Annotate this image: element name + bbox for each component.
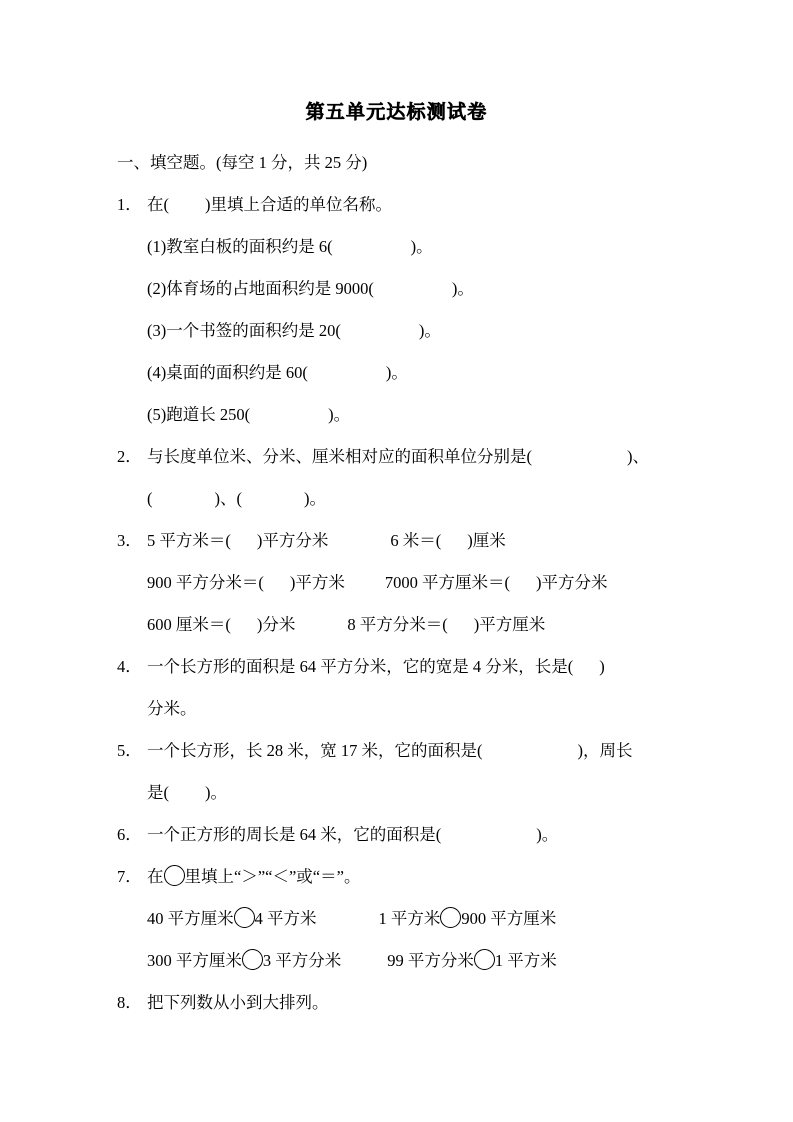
item-text-b: )。 (385, 363, 408, 382)
question-7-row-2 (117, 940, 697, 982)
item-text-a: 桌面的面积约是 60( (166, 363, 308, 382)
item-label: (2) (147, 279, 167, 298)
question-8 (117, 982, 697, 1024)
question-5-text-d: )。 (205, 783, 227, 802)
question-1-item-3 (117, 310, 697, 352)
compare-left-a: 300 平方厘米 (147, 951, 242, 970)
comparison-circle-icon[interactable] (234, 907, 255, 928)
question-5-text-a: 一个长方形，长 28 米，宽 17 米，它的面积是( (147, 741, 483, 760)
conversion-left-b: )平方分米 (256, 531, 329, 550)
question-7-row-1 (117, 898, 697, 940)
section-heading-text: 一、填空题。(每空 1 分，共 25 分) (117, 153, 368, 172)
question-4-text-a: 一个长方形的面积是 64 平方分米，它的宽是 4 分米，长是( (147, 657, 574, 676)
question-7-number: 7． (117, 867, 142, 886)
conversion-right-b: )厘米 (467, 531, 506, 550)
question-5-line-1 (117, 730, 697, 772)
comparison-circle-icon[interactable] (242, 949, 263, 970)
item-label: (3) (147, 321, 167, 340)
question-3-row-1 (117, 520, 697, 562)
item-label: (1) (147, 237, 167, 256)
question-7-stem-b: 里填上“＞”“＜”或“＝”。 (184, 867, 361, 886)
item-label: (5) (147, 405, 167, 424)
question-4-line-1 (117, 646, 697, 688)
comparison-circle-icon[interactable] (440, 907, 461, 928)
question-3-number: 3． (117, 531, 142, 550)
question-6-text-a: 一个正方形的周长是 64 米，它的面积是( (147, 825, 442, 844)
question-2-line-1 (117, 436, 697, 478)
question-1-item-2 (117, 268, 697, 310)
conversion-left-a: 900 平方分米＝( (147, 573, 264, 592)
question-1-item-1 (117, 226, 697, 268)
question-2-number: 2． (117, 447, 142, 466)
question-1-stem-a: 在( (147, 195, 169, 214)
comparison-circle-icon[interactable] (164, 865, 185, 886)
comparison-circle-icon[interactable] (474, 949, 495, 970)
question-1-stem-b: )里填上合适的单位名称。 (205, 195, 392, 214)
conversion-left-a: 600 厘米＝( (147, 615, 231, 634)
question-5-number: 5． (117, 741, 142, 760)
conversion-left-a: 5 平方米＝( (147, 531, 231, 550)
item-text-a: 体育场的占地面积约是 9000( (166, 279, 374, 298)
worksheet-content (117, 142, 697, 1024)
question-2-text-d: )、( (214, 489, 242, 508)
compare-right-a: 99 平方分米 (387, 951, 474, 970)
question-3-row-2 (117, 562, 697, 604)
item-text-b: )。 (328, 405, 351, 424)
question-4-text-b: ) (599, 657, 605, 676)
question-4-text-c: 分米。 (147, 699, 197, 718)
page-title: 第五单元达标测试卷 (305, 101, 488, 123)
question-4-line-2 (117, 688, 697, 730)
compare-right-a: 1 平方米 (378, 909, 441, 928)
compare-left-b: 4 平方米 (254, 909, 317, 928)
item-text-a: 一个书签的面积约是 20( (166, 321, 341, 340)
question-3-row-3 (117, 604, 697, 646)
item-text-b: )。 (451, 279, 474, 298)
question-2-text-e: )。 (304, 489, 326, 508)
question-8-number: 8． (117, 993, 142, 1012)
item-label: (4) (147, 363, 167, 382)
question-1-number: 1． (117, 195, 142, 214)
section-heading-fill-in-the-blank (117, 142, 697, 184)
question-7-stem (117, 856, 697, 898)
compare-left-b: 3 平方分米 (262, 951, 342, 970)
question-5-text-b: )，周长 (577, 741, 633, 760)
conversion-right-b: )平方分米 (536, 573, 608, 592)
item-text-b: )。 (418, 321, 441, 340)
question-1-stem (117, 184, 697, 226)
conversion-right-a: 6 米＝( (390, 531, 442, 550)
question-1-item-4 (117, 352, 697, 394)
compare-left-a: 40 平方厘米 (147, 909, 234, 928)
item-text-a: 跑道长 250( (166, 405, 251, 424)
question-2-text-b: )、 (627, 447, 649, 466)
item-text-b: )。 (410, 237, 433, 256)
question-5-line-2 (117, 772, 697, 814)
question-2-text-c: ( (147, 489, 153, 508)
question-8-text: 把下列数从小到大排列。 (147, 993, 329, 1012)
conversion-right-a: 7000 平方厘米＝( (384, 573, 510, 592)
compare-right-b: 900 平方厘米 (461, 909, 557, 928)
question-6-text-b: )。 (536, 825, 559, 844)
question-2-line-2 (117, 478, 697, 520)
conversion-left-b: )平方米 (289, 573, 345, 592)
question-6 (117, 814, 697, 856)
question-5-text-c: 是( (147, 783, 169, 802)
question-7-stem-a: 在 (147, 867, 164, 886)
question-2-text-a: 与长度单位米、分米、厘米相对应的面积单位分别是( (147, 447, 532, 466)
question-6-number: 6． (117, 825, 142, 844)
conversion-right-b: )平方厘米 (473, 615, 546, 634)
conversion-right-a: 8 平方分米＝( (347, 615, 448, 634)
question-1-item-5 (117, 394, 697, 436)
conversion-left-b: )分米 (256, 615, 296, 634)
question-4-number: 4． (117, 657, 142, 676)
item-text-a: 教室白板的面积约是 6( (166, 237, 333, 256)
compare-right-b: 1 平方米 (494, 951, 557, 970)
